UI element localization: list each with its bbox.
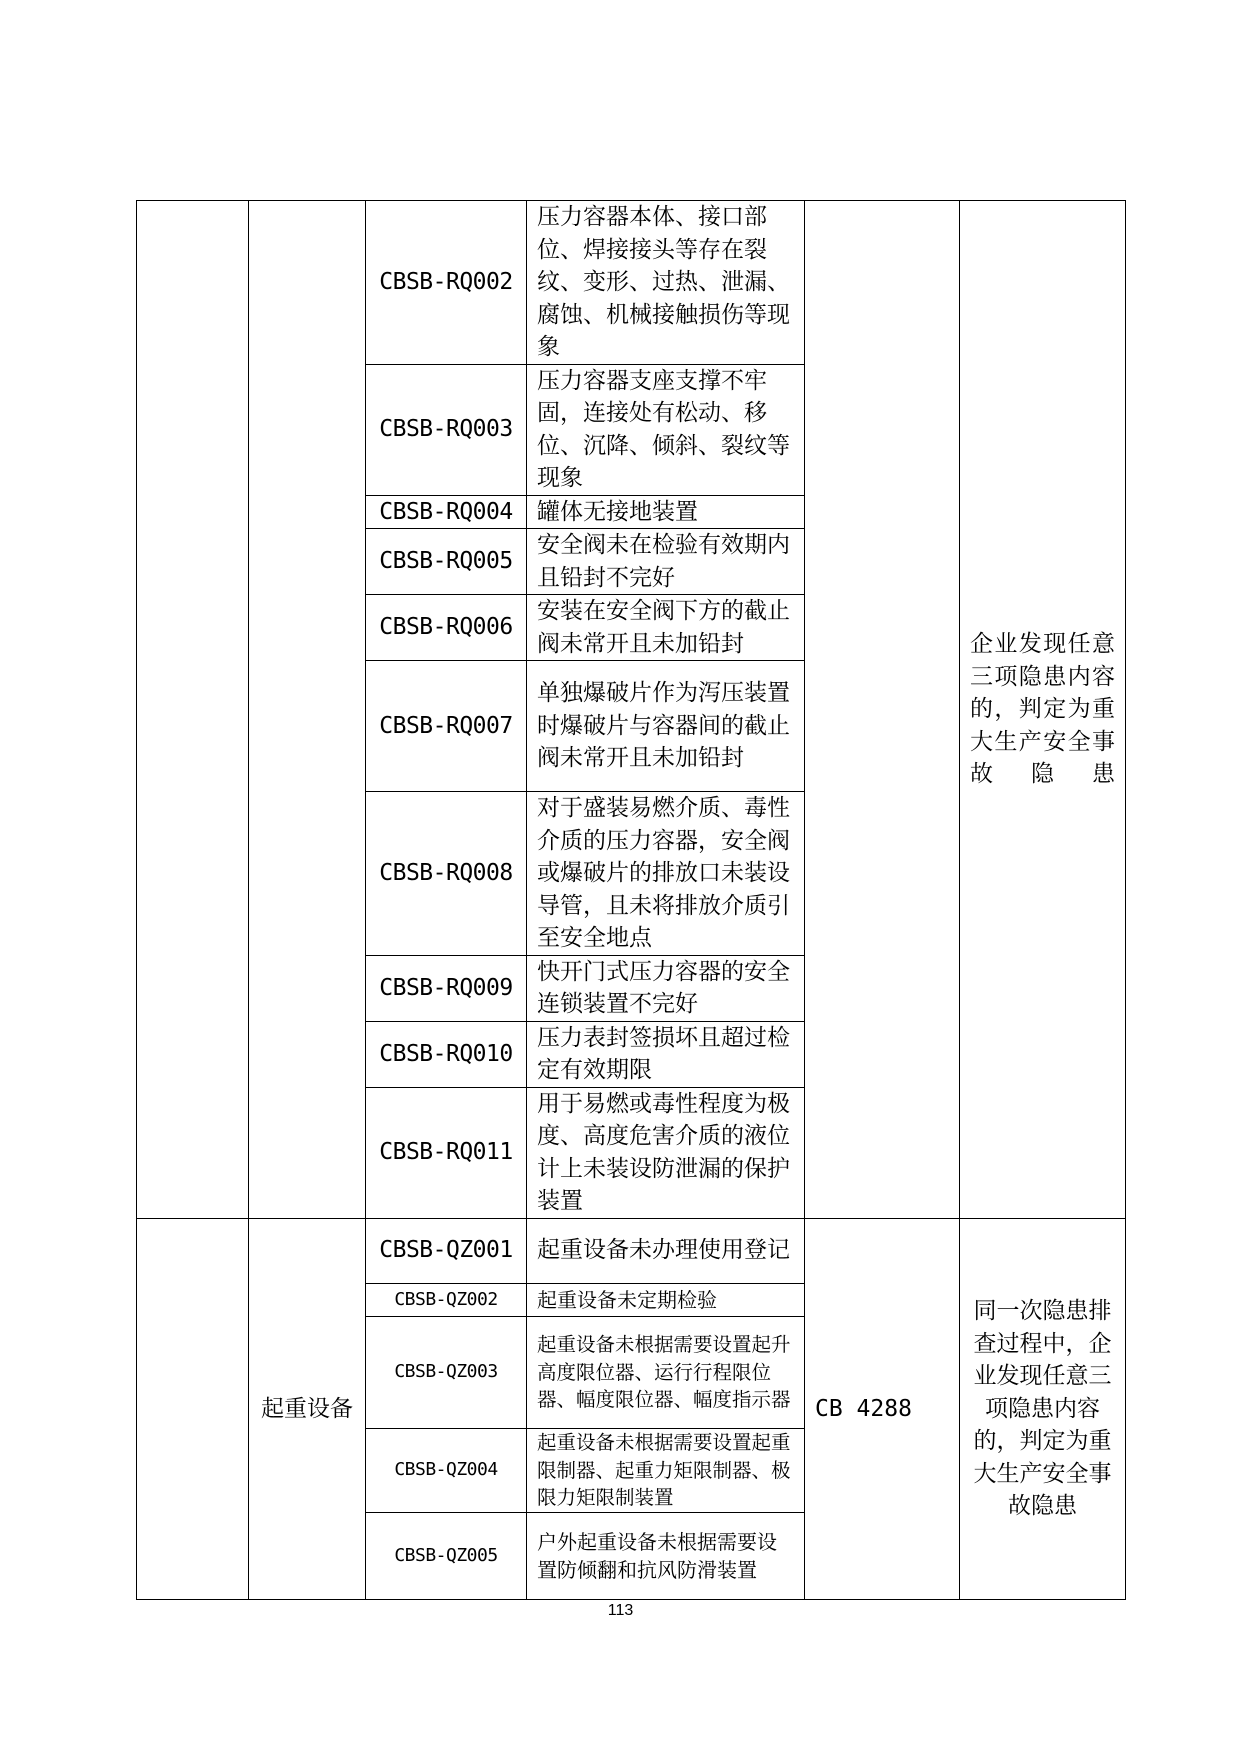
hazard-description: 户外起重设备未根据需要设置防倾翻和抗风防滑装置 bbox=[527, 1513, 805, 1600]
empty-cell bbox=[137, 201, 249, 1219]
empty-cell bbox=[249, 201, 366, 1219]
hazard-code: CBSB-RQ007 bbox=[366, 661, 527, 792]
category-crane: 起重设备 bbox=[249, 1218, 366, 1600]
hazard-description: 起重设备未根据需要设置起重限制器、起重力矩限制器、极限力矩限制装置 bbox=[527, 1429, 805, 1513]
empty-cell bbox=[137, 1218, 249, 1600]
table-row bbox=[137, 1218, 1126, 1283]
hazard-description: 罐体无接地装置 bbox=[527, 495, 805, 529]
hazard-code: CBSB-RQ006 bbox=[366, 595, 527, 661]
hazard-code: CBSB-QZ002 bbox=[366, 1283, 527, 1317]
standard-reference: CB 4288 bbox=[805, 1218, 960, 1600]
hazard-description: 压力表封签损坏且超过检定有效期限 bbox=[527, 1021, 805, 1087]
hazard-code: CBSB-RQ009 bbox=[366, 955, 527, 1021]
hazard-code: CBSB-RQ010 bbox=[366, 1021, 527, 1087]
hazard-code: CBSB-QZ004 bbox=[366, 1429, 527, 1513]
hazard-table bbox=[136, 200, 1126, 1600]
hazard-code: CBSB-RQ003 bbox=[366, 364, 527, 495]
hazard-code: CBSB-RQ005 bbox=[366, 529, 527, 595]
hazard-description: 安装在安全阀下方的截止阀未常开且未加铅封 bbox=[527, 595, 805, 661]
hazard-code: CBSB-QZ003 bbox=[366, 1317, 527, 1429]
hazard-code: CBSB-RQ008 bbox=[366, 792, 527, 956]
hazard-description: 单独爆破片作为泻压装置时爆破片与容器间的截止阀未常开且未加铅封 bbox=[527, 661, 805, 792]
hazard-description: 起重设备未办理使用登记 bbox=[527, 1218, 805, 1283]
hazard-code: CBSB-QZ001 bbox=[366, 1218, 527, 1283]
hazard-description: 起重设备未根据需要设置起升高度限位器、运行行程限位器、幅度限位器、幅度指示器 bbox=[527, 1317, 805, 1429]
judgement-remark: 企业发现任意三项隐患内容的，判定为重大生产安全事故隐患 bbox=[960, 201, 1126, 1219]
hazard-code: CBSB-RQ004 bbox=[366, 495, 527, 529]
hazard-description: 对于盛装易燃介质、毒性介质的压力容器，安全阀或爆破片的排放口未装设导管，且未将排放介质引至安全地点 bbox=[527, 792, 805, 956]
table-row bbox=[137, 201, 1126, 365]
judgement-remark: 同一次隐患排查过程中，企业发现任意三项隐患内容的，判定为重大生产安全事故隐患 bbox=[960, 1218, 1126, 1600]
hazard-code: CBSB-RQ002 bbox=[366, 201, 527, 365]
hazard-description: 安全阀未在检验有效期内且铅封不完好 bbox=[527, 529, 805, 595]
hazard-description: 用于易燃或毒性程度为极度、高度危害介质的液位计上未装设防泄漏的保护装置 bbox=[527, 1087, 805, 1218]
hazard-description: 快开门式压力容器的安全连锁装置不完好 bbox=[527, 955, 805, 1021]
hazard-code: CBSB-QZ005 bbox=[366, 1513, 527, 1600]
hazard-description: 压力容器支座支撑不牢固，连接处有松动、移位、沉降、倾斜、裂纹等现象 bbox=[527, 364, 805, 495]
hazard-description: 起重设备未定期检验 bbox=[527, 1283, 805, 1317]
hazard-description: 压力容器本体、接口部位、焊接接头等存在裂纹、变形、过热、泄漏、腐蚀、机械接触损伤等现象 bbox=[527, 201, 805, 365]
standard-cell bbox=[805, 201, 960, 1219]
hazard-code: CBSB-RQ011 bbox=[366, 1087, 527, 1218]
page-number: 113 bbox=[607, 1602, 634, 1619]
